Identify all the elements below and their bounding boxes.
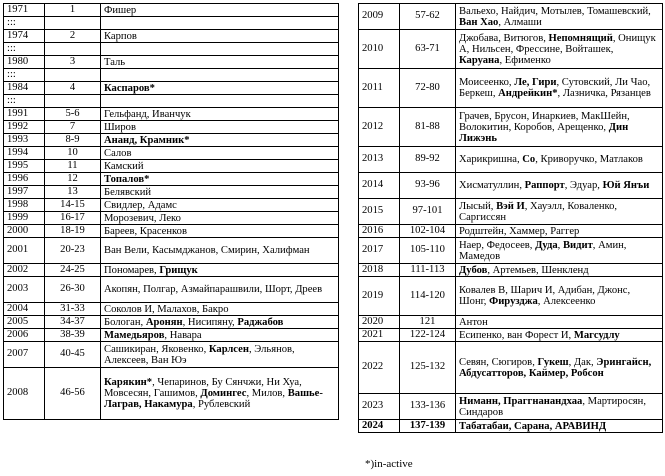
table-row xyxy=(4,82,339,95)
player-name: , Навара xyxy=(164,329,202,341)
number-cell: 13 xyxy=(45,186,101,199)
players-cell xyxy=(456,342,663,394)
right-table-body xyxy=(359,4,663,433)
players-cell xyxy=(101,82,339,95)
table-row xyxy=(359,173,663,199)
year-cell: 2009 xyxy=(359,4,400,30)
year-cell: 2021 xyxy=(359,329,400,342)
player-name: Наер, Федосеев, xyxy=(459,239,536,251)
number-cell: 97-101 xyxy=(400,199,456,225)
left-table-body xyxy=(4,4,339,420)
number-cell: 38-39 xyxy=(45,329,101,342)
player-name: , Амин, Мамедов xyxy=(459,239,627,262)
right-rating-table xyxy=(358,3,663,433)
player-name: , Алексеенко xyxy=(537,296,596,307)
players-cell xyxy=(456,69,663,108)
player-name-bold: Ниманн, Праггнанандхаа xyxy=(459,395,583,407)
table-row xyxy=(4,95,339,108)
year-cell: 2011 xyxy=(359,69,400,108)
year-cell: 2006 xyxy=(4,329,45,342)
player-name: , xyxy=(557,239,563,251)
player-name: , Сутовский, Ли Чао, Беркеш, xyxy=(459,77,651,99)
player-name: , Онищук А, Нильсен, Фрессине, Войташек, xyxy=(459,32,656,55)
table-row xyxy=(4,368,339,420)
player-name-bold: Эрингайсн, Абдусатторов, Каймер, Робсон xyxy=(459,356,652,379)
table-row xyxy=(4,108,339,121)
player-name-bold: Фирузджа xyxy=(489,296,538,307)
player-name-bold: Магсудлу xyxy=(573,329,620,341)
players-cell xyxy=(456,30,663,69)
players-cell xyxy=(101,147,339,160)
number-cell: 24-25 xyxy=(45,264,101,277)
table-row xyxy=(4,4,339,17)
year-cell: 1974 xyxy=(4,30,45,43)
table-row xyxy=(359,238,663,264)
players-cell xyxy=(101,69,339,82)
player-name-bold: Дуда xyxy=(535,239,558,251)
number-cell: 40-45 xyxy=(45,342,101,368)
players-cell xyxy=(456,394,663,420)
year-cell: 1993 xyxy=(4,134,45,147)
player-name: Джобава, Витюгов, xyxy=(459,32,549,44)
table-row xyxy=(359,277,663,316)
number-cell: 72-80 xyxy=(400,69,456,108)
year-cell: 1997 xyxy=(4,186,45,199)
table-row xyxy=(4,147,339,160)
number-cell: 111-113 xyxy=(400,264,456,277)
player-name-bold: Дин Лижэнь xyxy=(459,121,629,144)
players-cell xyxy=(101,212,339,225)
players-cell xyxy=(456,238,663,264)
year-cell: 2007 xyxy=(4,342,45,368)
footnote: *)in-active xyxy=(365,458,413,470)
year-cell: 2020 xyxy=(359,316,400,329)
year-cell: 1984 xyxy=(4,82,45,95)
year-cell: ::: xyxy=(4,69,45,82)
players-cell xyxy=(101,43,339,56)
player-name-bold: Ван Хао xyxy=(459,16,499,28)
number-cell xyxy=(45,95,101,108)
table-row xyxy=(4,264,339,277)
number-cell: 20-23 xyxy=(45,238,101,264)
table-row xyxy=(4,173,339,186)
player-name: Родштейн, Хаммер, Раггер xyxy=(459,225,580,237)
number-cell xyxy=(45,69,101,82)
player-name: , Чепаринов, Бу Сянчжи, Ни Хуа, Мовсесян, Гашимов, xyxy=(104,377,302,399)
year-cell: 1991 xyxy=(4,108,45,121)
year-cell: 1995 xyxy=(4,160,45,173)
players-cell xyxy=(101,238,339,264)
players-cell xyxy=(456,329,663,342)
player-name-bold: Табатабаи, Сарана, АРАВИНД xyxy=(459,420,607,432)
player-name-bold: Раджабов xyxy=(237,316,284,328)
table-row xyxy=(4,134,339,147)
player-name: Фишер xyxy=(104,4,137,16)
players-cell xyxy=(101,368,339,420)
number-cell: 133-136 xyxy=(400,394,456,420)
players-cell xyxy=(101,17,339,30)
table-row xyxy=(359,69,663,108)
year-cell: 1994 xyxy=(4,147,45,160)
year-cell: 1996 xyxy=(4,173,45,186)
table-row xyxy=(359,394,663,420)
number-cell: 122-124 xyxy=(400,329,456,342)
number-cell xyxy=(45,17,101,30)
year-cell: ::: xyxy=(4,17,45,30)
player-name: Свидлер, Адамс xyxy=(104,199,177,211)
number-cell: 125-132 xyxy=(400,342,456,394)
player-name-bold: Юй Янъи xyxy=(602,180,650,191)
table-row xyxy=(4,69,339,82)
player-name: Пономарев, xyxy=(104,264,160,276)
players-cell xyxy=(101,277,339,303)
players-cell xyxy=(101,264,339,277)
number-cell: 26-30 xyxy=(45,277,101,303)
players-cell xyxy=(456,225,663,238)
number-cell: 137-139 xyxy=(400,420,456,433)
number-cell: 46-56 xyxy=(45,368,101,420)
year-cell: 2005 xyxy=(4,316,45,329)
players-cell xyxy=(456,277,663,316)
player-name-bold: Грищук xyxy=(159,264,198,276)
year-cell: 2008 xyxy=(4,368,45,420)
players-cell xyxy=(101,225,339,238)
table-row xyxy=(4,342,339,368)
year-cell: 2001 xyxy=(4,238,45,264)
player-name: , Рублевский xyxy=(192,399,251,410)
players-cell xyxy=(456,199,663,225)
players-cell xyxy=(101,199,339,212)
number-cell: 7 xyxy=(45,121,101,134)
player-name: Морозевич, Леко xyxy=(104,212,181,224)
player-name: Широв xyxy=(104,121,136,133)
player-name-bold: Ананд, Крамник* xyxy=(104,134,190,146)
year-cell: 2024 xyxy=(359,420,400,433)
players-cell xyxy=(101,121,339,134)
number-cell: 102-104 xyxy=(400,225,456,238)
year-cell: 1998 xyxy=(4,199,45,212)
number-cell: 89-92 xyxy=(400,147,456,173)
year-cell: 2017 xyxy=(359,238,400,264)
player-name: Камский xyxy=(104,160,144,172)
number-cell: 81-88 xyxy=(400,108,456,147)
player-name-bold: Карлсен xyxy=(208,343,249,355)
players-cell xyxy=(456,173,663,199)
number-cell: 1 xyxy=(45,4,101,17)
player-name: , Дак, xyxy=(568,356,597,368)
players-cell xyxy=(456,4,663,30)
year-cell: 1992 xyxy=(4,121,45,134)
player-name: Ковалев В, Шарич И, Адибан, Джонс, Шонг, xyxy=(459,285,631,307)
player-name: Лысый, xyxy=(459,200,497,212)
player-name-bold: Ле, Гири xyxy=(514,77,557,88)
player-name: Бареев, Красенков xyxy=(104,225,187,237)
year-cell: 2023 xyxy=(359,394,400,420)
players-cell xyxy=(101,186,339,199)
player-name: , Криворучко, Матлаков xyxy=(535,154,643,165)
player-name: , Эдуар, xyxy=(564,180,603,191)
player-name: , Артемьев, Шенкленд xyxy=(487,264,589,276)
year-cell: 1999 xyxy=(4,212,45,225)
year-cell: 2022 xyxy=(359,342,400,394)
number-cell: 3 xyxy=(45,56,101,69)
player-name-bold: Каспаров* xyxy=(104,82,155,94)
players-cell xyxy=(101,329,339,342)
player-name-bold: Дубов xyxy=(459,264,488,276)
table-row xyxy=(359,342,663,394)
players-cell xyxy=(101,56,339,69)
player-name-bold: Мамедьяров xyxy=(104,329,165,341)
number-cell: 93-96 xyxy=(400,173,456,199)
number-cell: 4 xyxy=(45,82,101,95)
player-name: Ван Вели, Касымджанов, Смирин, Халифман xyxy=(104,245,310,256)
number-cell: 57-62 xyxy=(400,4,456,30)
number-cell: 105-110 xyxy=(400,238,456,264)
number-cell xyxy=(45,43,101,56)
year-cell: 2010 xyxy=(359,30,400,69)
player-name: Таль xyxy=(104,56,126,68)
players-cell xyxy=(101,134,339,147)
player-name: , Хауэлл, Коваленко, Саргиссян xyxy=(459,200,618,223)
player-name-bold: Домингес xyxy=(200,388,247,399)
player-name-bold: Вэй И xyxy=(496,200,525,212)
player-name: Моисеенко, xyxy=(459,77,515,88)
players-cell xyxy=(456,147,663,173)
player-name-bold: Каруана xyxy=(459,54,500,66)
player-name: , Ефименко xyxy=(499,54,551,66)
table-row xyxy=(4,121,339,134)
table-row xyxy=(359,264,663,277)
number-cell: 16-17 xyxy=(45,212,101,225)
table-row xyxy=(359,420,663,433)
table-row xyxy=(4,186,339,199)
number-cell: 121 xyxy=(400,316,456,329)
number-cell: 10 xyxy=(45,147,101,160)
player-name-bold: Вашье-Лаграв, Накамура xyxy=(104,388,323,410)
player-name: , Эльянов, Алексеев, Ван Юэ xyxy=(104,343,295,366)
year-cell: 2004 xyxy=(4,303,45,316)
table-row xyxy=(4,277,339,303)
player-name: Хисматуллин, xyxy=(459,180,525,191)
players-cell xyxy=(101,4,339,17)
table-row xyxy=(4,56,339,69)
number-cell: 34-37 xyxy=(45,316,101,329)
year-cell: 2018 xyxy=(359,264,400,277)
table-row xyxy=(4,43,339,56)
player-name: , Лазничка, Рязанцев xyxy=(557,88,651,99)
table-row xyxy=(4,160,339,173)
player-name-bold: Раппорт xyxy=(524,180,565,191)
year-cell: 2019 xyxy=(359,277,400,316)
players-cell xyxy=(456,108,663,147)
table-row xyxy=(4,316,339,329)
table-row xyxy=(359,329,663,342)
year-cell: 2002 xyxy=(4,264,45,277)
player-name-bold: Топалов* xyxy=(104,173,150,185)
player-name: Вальехо, Найдич, Мотылев, Томашевский, xyxy=(459,5,651,17)
table-row xyxy=(4,212,339,225)
player-name: , Милов, xyxy=(246,388,288,399)
players-cell xyxy=(456,264,663,277)
player-name-bold: Гукеш xyxy=(537,356,569,368)
table-row xyxy=(359,108,663,147)
players-cell xyxy=(456,420,663,433)
table-row xyxy=(4,238,339,264)
number-cell: 8-9 xyxy=(45,134,101,147)
table-row xyxy=(359,30,663,69)
table-row xyxy=(359,316,663,329)
table-row xyxy=(359,4,663,30)
number-cell: 63-71 xyxy=(400,30,456,69)
number-cell: 14-15 xyxy=(45,199,101,212)
player-name: Белявский xyxy=(104,186,152,198)
player-name-bold: Карякин* xyxy=(104,377,153,388)
player-name: Салов xyxy=(104,147,132,159)
number-cell: 5-6 xyxy=(45,108,101,121)
player-name: Бологан, xyxy=(104,316,146,328)
player-name-bold: Аронян xyxy=(145,316,183,328)
player-name: Акопян, Полгар, Азмайпарашвили, Шорт, Дреев xyxy=(104,284,323,295)
player-name: Севян, Сюгиров, xyxy=(459,356,538,368)
year-cell: 1971 xyxy=(4,4,45,17)
players-cell xyxy=(456,316,663,329)
table-row xyxy=(4,199,339,212)
table-row xyxy=(359,147,663,173)
player-name: , Нисипяну, xyxy=(182,316,238,328)
players-cell xyxy=(101,160,339,173)
table-row xyxy=(359,225,663,238)
players-cell xyxy=(101,108,339,121)
table-row xyxy=(4,329,339,342)
left-rating-table xyxy=(3,3,339,420)
table-row xyxy=(4,17,339,30)
players-cell xyxy=(101,342,339,368)
player-name: Сашикиран, Яковенко, xyxy=(104,343,209,355)
player-name-bold: Видит xyxy=(562,239,593,251)
players-cell xyxy=(101,303,339,316)
number-cell: 12 xyxy=(45,173,101,186)
year-cell: 2012 xyxy=(359,108,400,147)
year-cell: 2016 xyxy=(359,225,400,238)
player-name: Есипенко, ван Форест И, xyxy=(459,329,574,341)
player-name: Грачев, Брусон, Инаркиев, МакШейн, Волокитин, Коробов, Арещенко, xyxy=(459,110,630,133)
number-cell: 18-19 xyxy=(45,225,101,238)
player-name-bold: Непомнящий xyxy=(548,32,613,44)
year-cell: 1980 xyxy=(4,56,45,69)
year-cell: ::: xyxy=(4,95,45,108)
player-name: , Алмаши xyxy=(498,16,542,28)
year-cell: 2014 xyxy=(359,173,400,199)
player-name-bold: Со xyxy=(522,154,536,165)
year-cell: 2015 xyxy=(359,199,400,225)
year-cell: 2013 xyxy=(359,147,400,173)
player-name: , Мартиросян, Синдаров xyxy=(459,395,646,418)
year-cell: 2003 xyxy=(4,277,45,303)
players-cell xyxy=(101,95,339,108)
player-name: Гельфанд, Иванчук xyxy=(104,108,191,120)
player-name: Карпов xyxy=(104,30,137,42)
table-row xyxy=(4,303,339,316)
number-cell: 2 xyxy=(45,30,101,43)
player-name: Антон xyxy=(459,316,488,328)
players-cell xyxy=(101,30,339,43)
player-name-bold: Андрейкин* xyxy=(498,88,558,99)
players-cell xyxy=(101,316,339,329)
player-name: Харикришна, xyxy=(459,154,523,165)
number-cell: 114-120 xyxy=(400,277,456,316)
table-row xyxy=(359,199,663,225)
table-row xyxy=(4,30,339,43)
number-cell: 31-33 xyxy=(45,303,101,316)
table-row xyxy=(4,225,339,238)
year-cell: ::: xyxy=(4,43,45,56)
player-name: Соколов И, Малахов, Бакро xyxy=(104,303,229,315)
year-cell: 2000 xyxy=(4,225,45,238)
players-cell xyxy=(101,173,339,186)
number-cell: 11 xyxy=(45,160,101,173)
